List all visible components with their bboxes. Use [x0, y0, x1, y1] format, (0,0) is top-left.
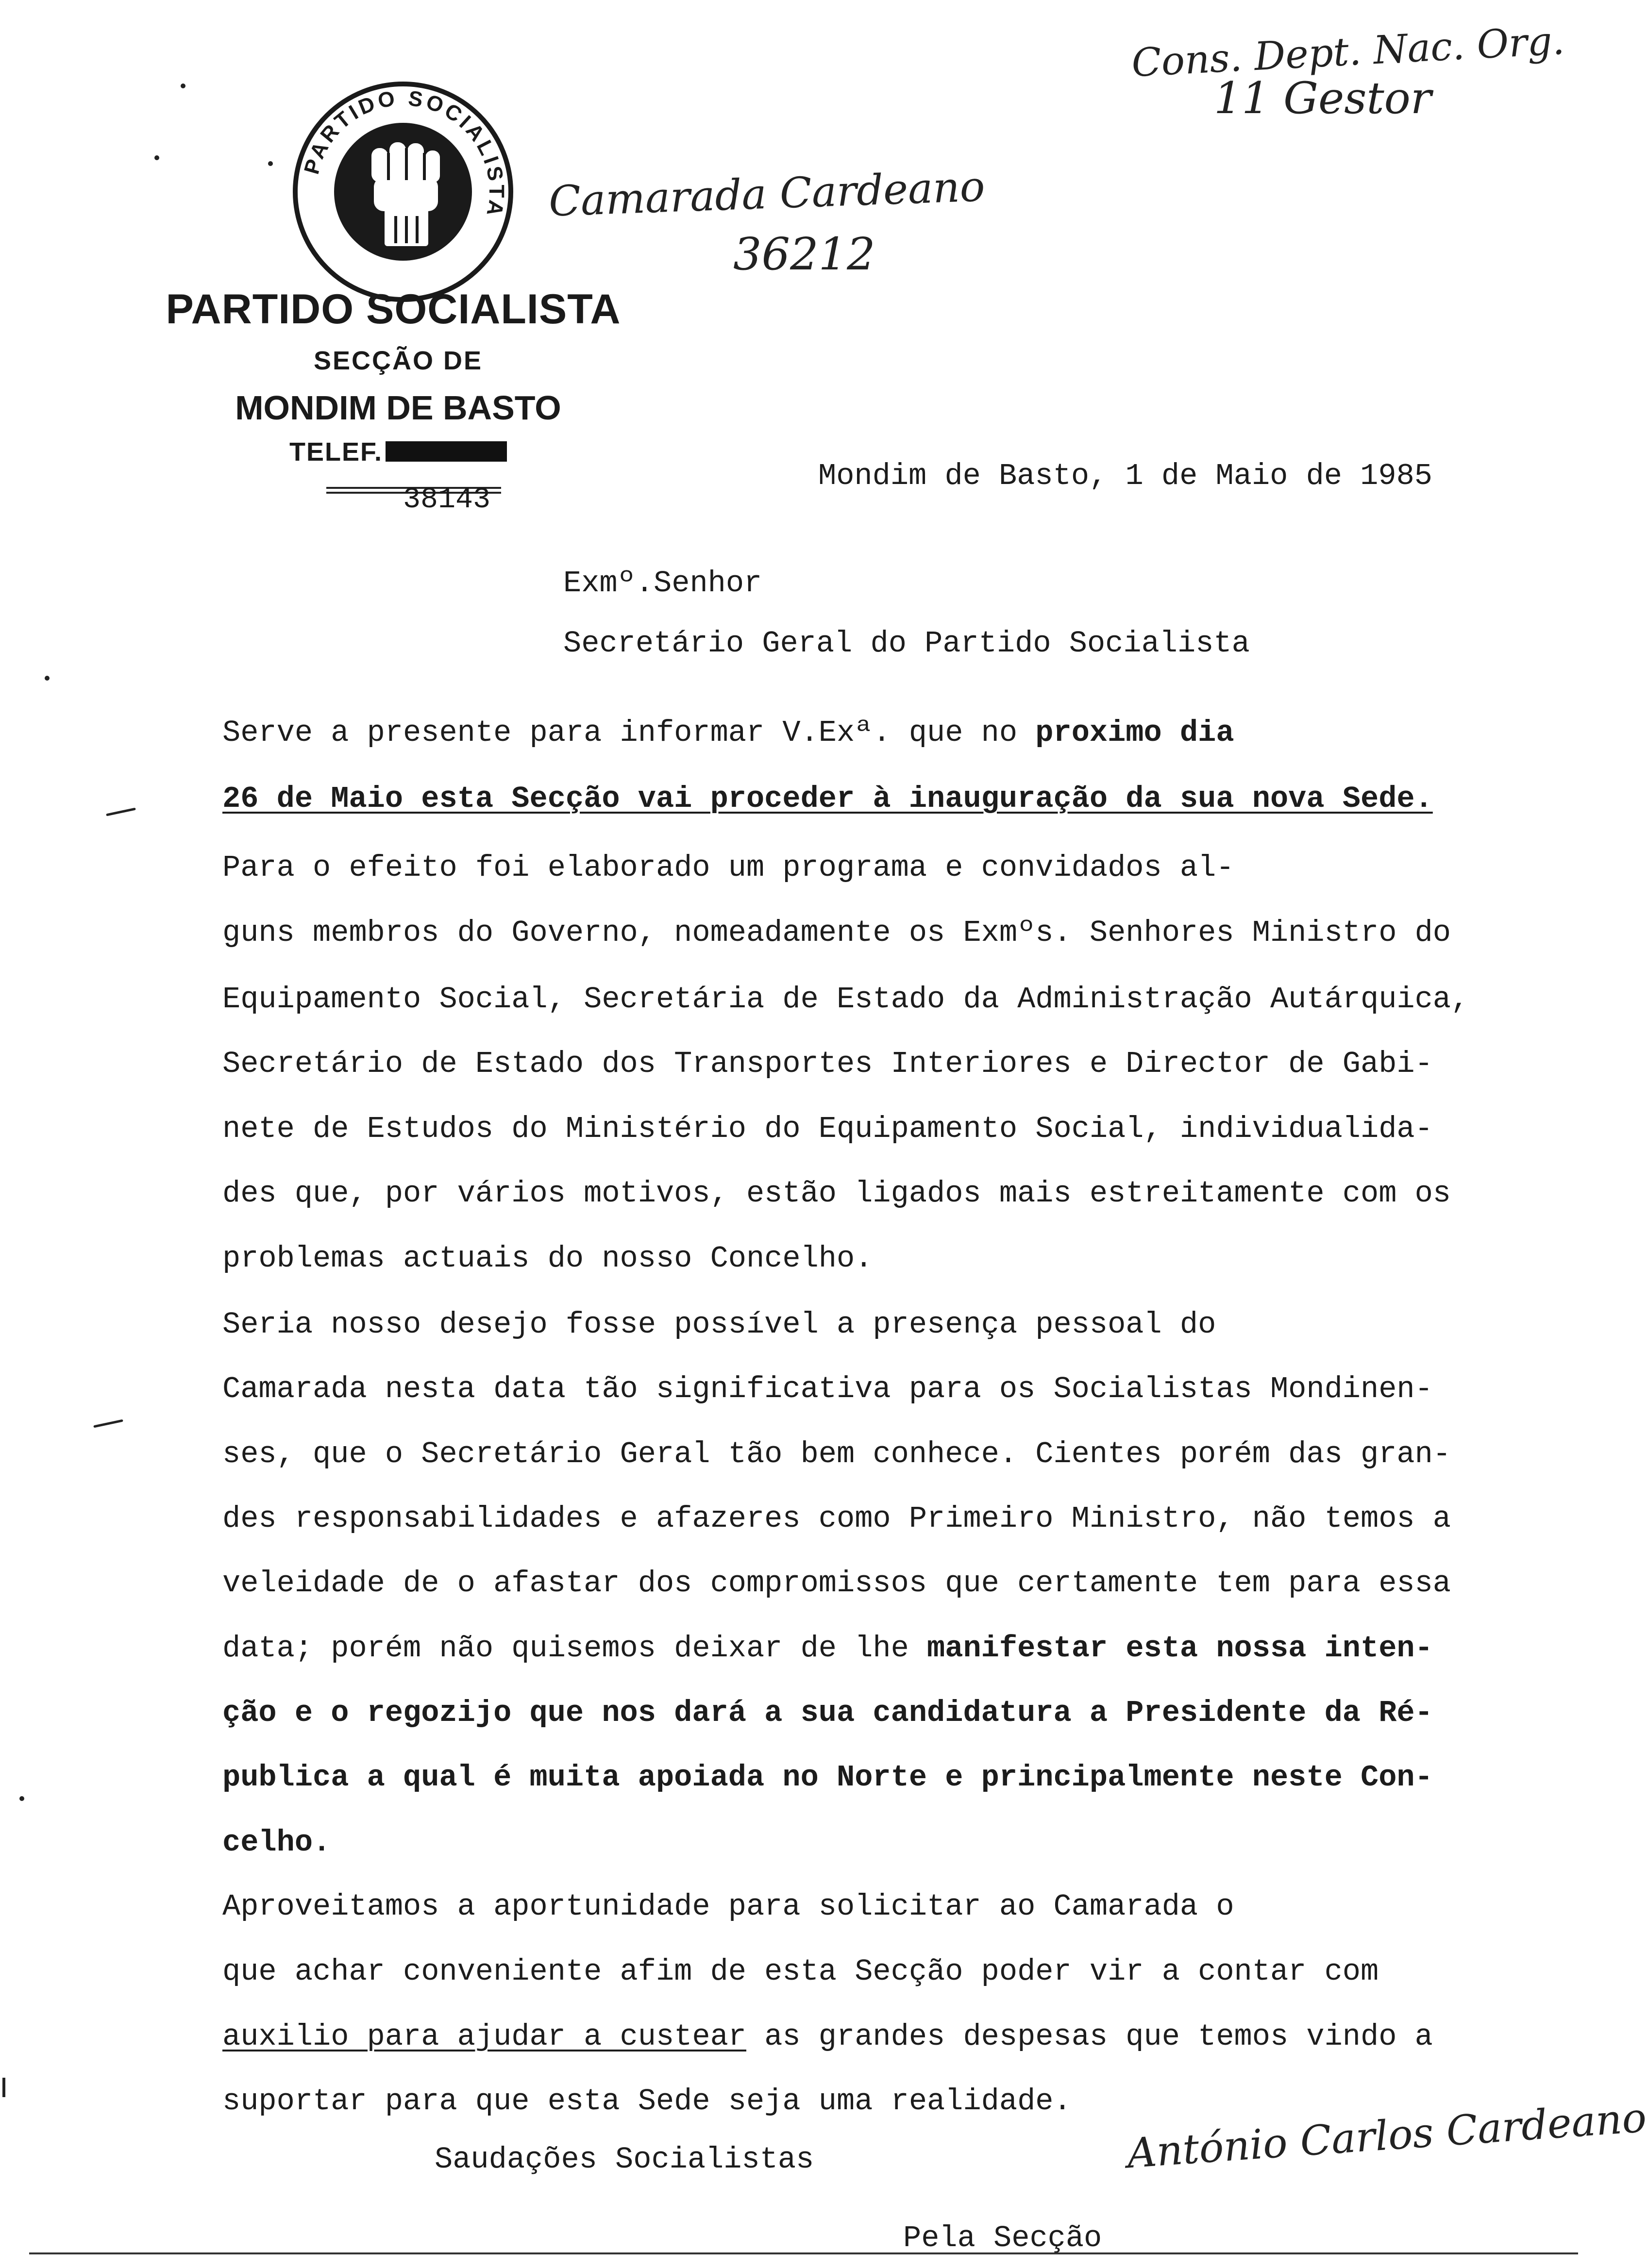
body-text: suportar para que esta Sede seja uma realidade.	[222, 2084, 1072, 2118]
body-text: Seria nosso desejo fosse possível a presença pessoal do	[222, 1307, 1216, 1342]
emphasized-text: manifestar esta nossa inten-	[927, 1631, 1433, 1666]
body-text: veleidade de o afastar dos compromissos que certamente tem para essa	[222, 1566, 1451, 1601]
telef-line	[289, 437, 507, 467]
body-line	[222, 850, 1234, 885]
body-line	[222, 1954, 1379, 1989]
stray-dot	[154, 155, 159, 160]
org-town: MONDIM DE BASTO	[235, 389, 561, 427]
party-fist-logo	[291, 80, 515, 303]
body-text: des que, por vários motivos, estão ligados mais estreitamente com os	[222, 1176, 1451, 1211]
signoff-label: Pela Secção	[903, 2221, 1102, 2255]
body-text: que achar conveniente afim de esta Secção poder vir a contar com	[222, 1954, 1379, 1989]
handwritten-dept-note: Cons. Dept. Nac. Org.	[1130, 17, 1566, 86]
emphasized-text: 26 de Maio esta Secção vai proceder à inauguração da sua nova Sede.	[222, 782, 1433, 816]
body-line	[222, 916, 1451, 950]
place-date: Mondim de Basto, 1 de Maio de 1985	[818, 459, 1433, 493]
recipient-title: Secretário Geral do Partido Socialista	[563, 626, 1250, 661]
body-line	[222, 1047, 1433, 1081]
emphasized-text: publica a qual é muita apoiada no Norte e principalmente neste Con-	[222, 1760, 1433, 1795]
handwritten-gestor-note: 11 Gestor	[1214, 73, 1431, 124]
telef-label: TELEF.	[289, 437, 383, 467]
body-text: Camarada nesta data tão significativa para os Socialistas Mondinen-	[222, 1372, 1433, 1406]
body-line	[222, 1372, 1433, 1406]
stray-dot	[181, 83, 185, 88]
handwritten-signature: António Carlos Cardeano	[1125, 2093, 1648, 2178]
body-text: data; porém não quisemos deixar de lhe	[222, 1631, 927, 1666]
bottom-rule	[29, 2252, 1578, 2254]
body-text: Para o efeito foi elaborado um programa e convidados al-	[222, 850, 1234, 885]
body-text: guns membros do Governo, nomeadamente os Exmºs. Senhores Ministro do	[222, 916, 1451, 950]
body-line	[222, 1760, 1433, 1795]
margin-mark	[106, 808, 136, 817]
handwritten-reference-number: 36212	[733, 228, 875, 280]
body-line	[222, 1696, 1433, 1730]
edge-mark	[2, 2078, 5, 2097]
telef-number: 38143	[403, 484, 491, 517]
org-section-label: SECÇÃO DE	[313, 346, 483, 375]
emphasized-text: ção e o regozijo que nos dará a sua candidatura a Presidente da Ré-	[222, 1696, 1433, 1730]
body-line	[222, 982, 1469, 1017]
body-line	[222, 1112, 1433, 1146]
body-text: des responsabilidades e afazeres como Primeiro Ministro, não temos a	[222, 1501, 1451, 1536]
body-text: problemas actuais do nosso Concelho.	[222, 1241, 873, 1276]
body-text: nete de Estudos do Ministério do Equipamento Social, individualida-	[222, 1112, 1433, 1146]
body-line	[222, 1437, 1451, 1471]
body-text: Aproveitamos a aportunidade para solicitar ao Camarada o	[222, 1889, 1234, 1924]
stray-dot	[268, 161, 273, 166]
body-line	[222, 1176, 1451, 1211]
stray-dot	[19, 1796, 24, 1801]
body-line	[222, 2084, 1072, 2118]
body-text: auxilio para ajudar a custear	[222, 2019, 746, 2054]
body-line	[222, 1307, 1216, 1342]
margin-mark	[93, 1419, 123, 1428]
body-line	[222, 1501, 1451, 1536]
body-line	[222, 1825, 331, 1860]
stray-dot	[45, 676, 50, 681]
telef-redaction	[386, 441, 507, 462]
body-line	[222, 2019, 1433, 2054]
org-name: PARTIDO SOCIALISTA	[166, 286, 621, 333]
body-line	[222, 782, 1433, 816]
body-line	[222, 716, 1234, 750]
emphasized-text: proximo dia	[1035, 716, 1234, 750]
body-line	[222, 1566, 1451, 1601]
body-text: ses, que o Secretário Geral tão bem conhece. Cientes porém das gran-	[222, 1437, 1451, 1471]
body-text: as grandes despesas que temos vindo a	[746, 2019, 1433, 2054]
body-line	[222, 1241, 873, 1276]
body-line	[222, 1631, 1433, 1666]
closing-greeting: Saudações Socialistas	[435, 2142, 814, 2177]
body-text: Serve a presente para informar V.Exª. que no	[222, 716, 1036, 750]
body-text: Equipamento Social, Secretária de Estado da Administração Autárquica,	[222, 982, 1469, 1017]
emphasized-text: celho.	[222, 1825, 331, 1860]
handwritten-recipient-name: Camarada Cardeano	[548, 162, 986, 226]
salutation: Exmº.Senhor	[563, 566, 762, 600]
logo-ring-text: PARTIDO SOCIALISTA	[299, 86, 509, 221]
body-line	[222, 1889, 1234, 1924]
body-text: Secretário de Estado dos Transportes Interiores e Director de Gabi-	[222, 1047, 1433, 1081]
